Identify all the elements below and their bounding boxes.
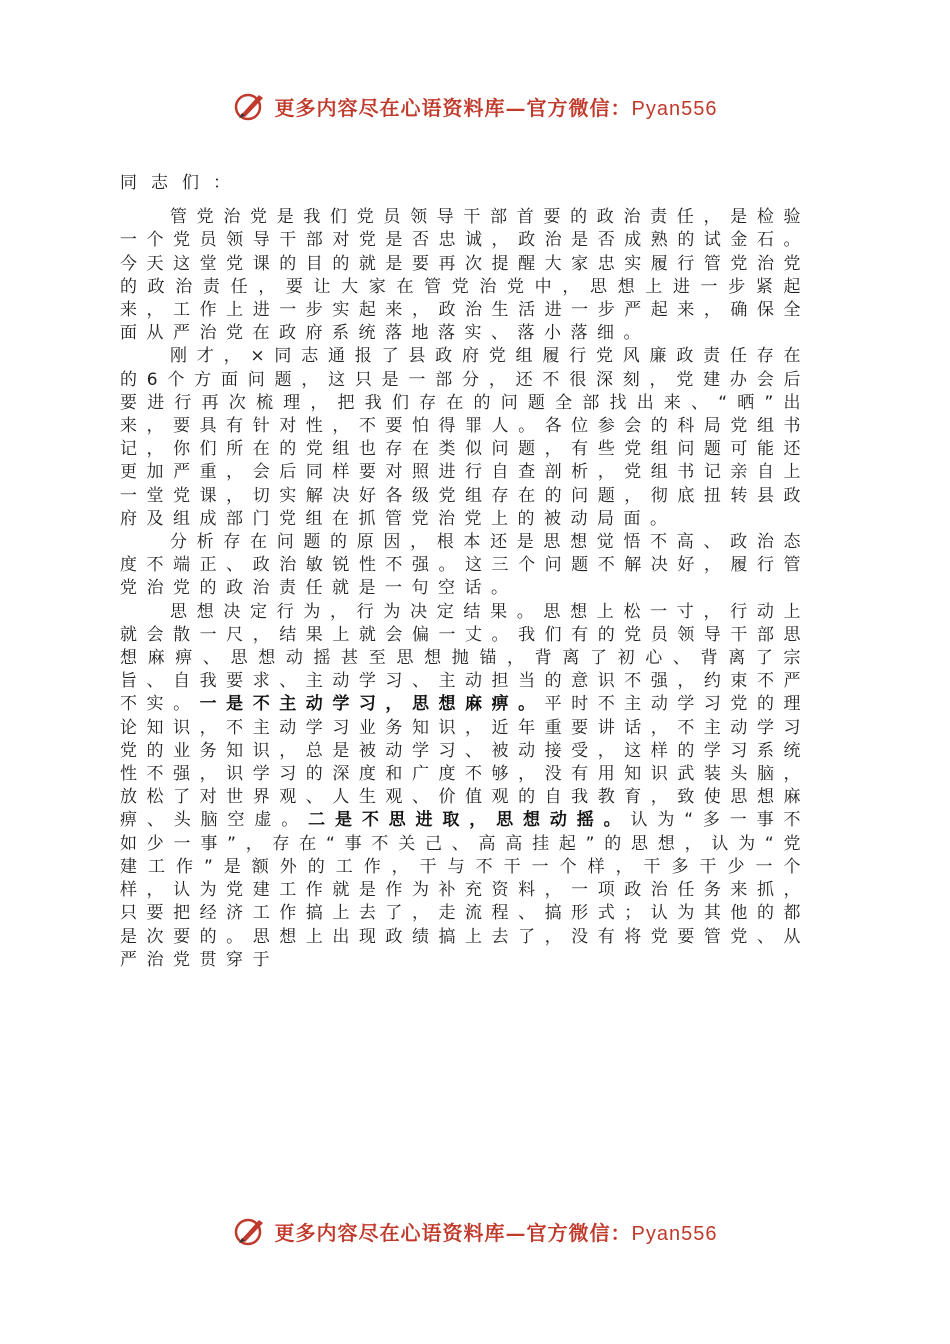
document-body: [120, 172, 810, 972]
watermark-banner-top: [0, 86, 950, 126]
pen-logo-icon: [233, 89, 267, 123]
paragraph-1: 管党治党是我们党员领导干部首要的政治责任，是检验一个党员领导干部对党是否忠诚，政治是否成熟的试金石。今天这堂党课的目的就是要再次提醒大家忠实履行管党治党的政治责任，要让大家在管党治党中，思想上进一步紧起来，工作上进一步实起来，政治生活进一步严起来，确保全面从严治党在政府系统落地落实、落小落细。: [120, 207, 810, 344]
point-2-text: 认为“多一事不如少一事”，存在“事不关己、高高挂起”的思想，认为“党建工作”是额外的工作，干与不干一个样，干多干少一个样，认为党建工作就是作为补充资料，一项政治任务来抓，只要把经济工作搞上去了，走流程、搞形式；认为其他的都是次要的。思想上出现政绩搞上去了，没有将党要管党、从严治党贯穿于: [120, 810, 811, 970]
point-2-heading: 二是不思进取，思想动摇。: [308, 810, 631, 831]
point-1-text: 平时不主动学习党的理论知识，不主动学习业务知识，近年重要讲话，不主动学习党的业务知识，总是被动学习、被动接受，这样的学习系统性不强，识学习的深度和广度不够，没有用知识武装头脑，放松了对世界观、人生观、价值观的自我教育，致使思想麻痹、头脑空虚。: [120, 694, 811, 831]
paragraph-4: [120, 601, 810, 972]
banner-text: 更多内容尽在心语资料库—官方微信：Pyan556: [274, 1220, 718, 1245]
watermark-banner-bottom: [0, 1211, 950, 1251]
pen-logo-icon: [233, 1214, 267, 1248]
paragraph-2: 刚才，×同志通报了县政府党组履行党风廉政责任存在的6个方面问题，这只是一部分，还不很深刻，党建办会后要进行再次梳理，把我们存在的问题全部找出来、“晒”出来，要具有针对性，不要怕得罪人。各位参会的科局党组书记，你们所在的党组也存在类似问题，有些党组问题可能还更加严重，会后同样要对照进行自查剖析，党组书记亲自上一堂党课，切实解决好各级党组存在的问题，彻底扭转县政府及组成部门党组在抓管党治党上的被动局面。: [120, 346, 810, 529]
point-1-heading: 一是不主动学习，思想麻痹。: [199, 694, 545, 715]
greeting: 同志们：: [120, 173, 244, 193]
banner-text: 更多内容尽在心语资料库—官方微信：Pyan556: [274, 95, 718, 120]
paragraph-4-intro: 思想决定行为，行为决定结果。思想上松一寸，行动上就会散一尺，结果上就会偏一丈。我们有的党员领导干部思想麻痹、思想动摇甚至思想抛锚，背离了初心、背离了宗旨、自我要求、主动学习、主动担当的意识不强，约束不严不实。: [120, 601, 810, 715]
paragraph-3: 分析存在问题的原因，根本还是思想觉悟不高、政治态度不端正、政治敏锐性不强。这三个问题不解决好，履行管党治党的政治责任就是一句空话。: [120, 532, 810, 599]
